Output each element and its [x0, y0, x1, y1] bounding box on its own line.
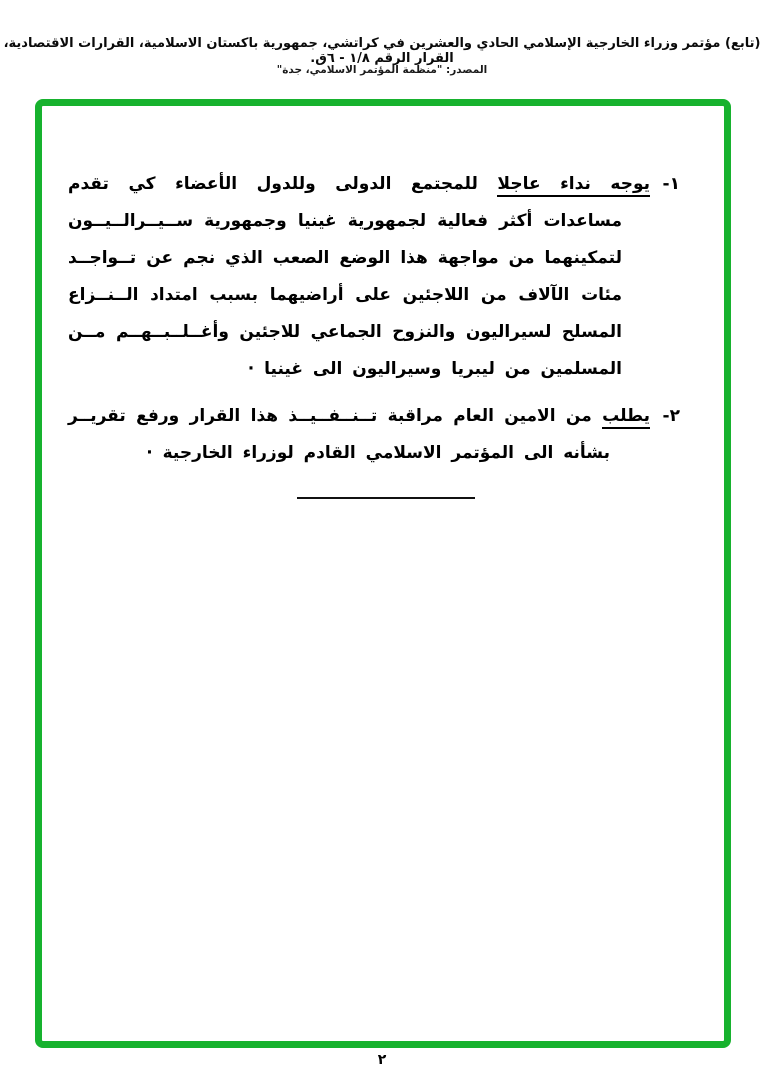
paragraph-2-line-1-rest: من الامين العام مراقبة تــنــفــيــذ هذا القرار ورفع تقريــر [68, 406, 592, 426]
paragraph-2-line-1 [68, 398, 650, 435]
paragraph-1-line-4: مئات الآلاف من اللاجئين على أراضيهما بسبب امتداد الــنــزاع [68, 285, 622, 305]
paragraph-1-line-1 [68, 166, 650, 203]
paragraph-1-text [68, 166, 650, 388]
page-number: ٢ [377, 1052, 387, 1068]
paragraph-2 [68, 398, 680, 472]
paragraph-2-underlined-phrase: يطلب [602, 406, 650, 429]
paragraph-1-line-2: مساعدات أكثر فعالية لجمهورية غينيا وجمهورية ســيــرالــيــون [68, 211, 622, 231]
paragraph-1-underlined-phrase: يوجه نداء عاجلا [497, 174, 650, 197]
paragraph-2-number: ٢- [662, 406, 680, 426]
paragraph-1-line-3: لتمكينهما من مواجهة هذا الوضع الصعب الذي نجم عن تــواجــد [68, 248, 622, 268]
paragraph-1-line-5: المسلح لسيراليون والنزوح الجماعي للاجئين وأغــلــبــهــم مــن [68, 322, 622, 342]
paragraph-1-number: ١- [662, 174, 680, 194]
paragraph-1 [68, 166, 680, 388]
paragraph-1-line-6: المسلمين من ليبريا وسيراليون الى غينيا · [247, 359, 622, 379]
paragraph-2-line-2: بشأنه الى المؤتمر الاسلامي القادم لوزراء الخارجية · [146, 443, 610, 463]
header-source-line: المصدر: "منظمة المؤتمر الاسلامي، جدة" [276, 64, 488, 76]
header-line-1: (تابع) مؤتمر وزراء الخارجية الإسلامي الحادي والعشرين في كراتشي، جمهورية باكستان الاسلامية، القرارات الاقتصادية، القرار الرقم ١/٨ - ٦ق. [3, 36, 761, 66]
paragraph-2-text [68, 398, 650, 472]
paragraph-1-line-1-rest: للمجتمع الدولى وللدول الأعضاء كي تقدم [68, 174, 478, 194]
end-of-text-rule [297, 497, 475, 499]
